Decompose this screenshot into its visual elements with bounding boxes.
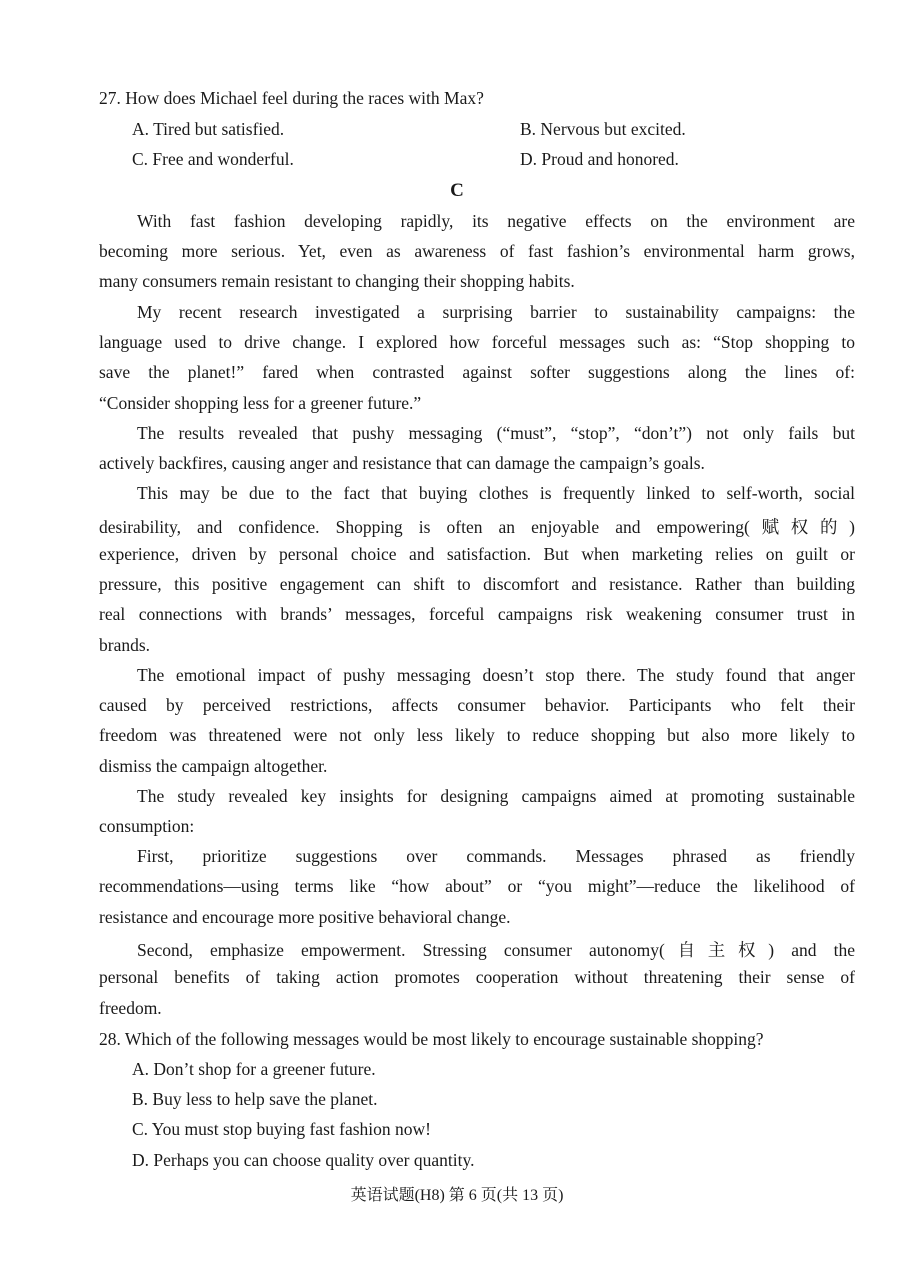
passage-line: This may be due to the fact that buying clothes is frequently linked to self-worth, social bbox=[137, 483, 855, 503]
question-27: 27. How does Michael feel during the races with Max? bbox=[99, 88, 484, 108]
q28-option-a: A. Don’t shop for a greener future. bbox=[132, 1059, 376, 1079]
q28-option-b: B. Buy less to help save the planet. bbox=[132, 1089, 378, 1109]
q27-option-b: B. Nervous but excited. bbox=[520, 119, 686, 139]
passage-line: freedom. bbox=[99, 998, 162, 1018]
passage-line: The results revealed that pushy messaging (“must”, “stop”, “don’t”) not only fails but bbox=[137, 423, 855, 443]
passage-line: pressure, this positive engagement can shift to discomfort and resistance. Rather than building bbox=[99, 574, 855, 594]
passage-line: many consumers remain resistant to changing their shopping habits. bbox=[99, 271, 575, 291]
section-label: C bbox=[450, 180, 464, 201]
page-footer: 英语试题(H8) 第 6 页(共 13 页) bbox=[350, 1187, 564, 1204]
passage-line: My recent research investigated a surprising barrier to sustainability campaigns: the bbox=[137, 302, 855, 322]
passage-line: The emotional impact of pushy messaging doesn’t stop there. The study found that anger bbox=[137, 665, 855, 685]
q28-option-c: C. You must stop buying fast fashion now! bbox=[132, 1119, 431, 1139]
passage-line: becoming more serious. Yet, even as awareness of fast fashion’s environmental harm grows, bbox=[99, 241, 855, 261]
passage-line: actively backfires, causing anger and resistance that can damage the campaign’s goals. bbox=[99, 453, 705, 473]
passage-line: recommendations—using terms like “how about” or “you might”—reduce the likelihood of bbox=[99, 876, 855, 896]
passage-line: The study revealed key insights for designing campaigns aimed at promoting sustainable bbox=[137, 786, 855, 806]
q28-option-d: D. Perhaps you can choose quality over quantity. bbox=[132, 1150, 475, 1170]
passage-line: First, prioritize suggestions over commands. Messages phrased as friendly bbox=[137, 846, 855, 866]
q27-option-a: A. Tired but satisfied. bbox=[132, 119, 285, 139]
passage-line: resistance and encourage more positive behavioral change. bbox=[99, 907, 511, 927]
passage-line: real connections with brands’ messages, forceful campaigns risk weakening consumer trust in bbox=[99, 604, 855, 624]
passage-line: save the planet!” fared when contrasted against softer suggestions along the lines of: bbox=[99, 362, 855, 382]
passage-line: caused by perceived restrictions, affects consumer behavior. Participants who felt their bbox=[99, 695, 855, 715]
passage-line: consumption: bbox=[99, 816, 195, 836]
passage-line: freedom was threatened were not only less likely to reduce shopping but also more likely to bbox=[99, 725, 855, 745]
passage-line: language used to drive change. I explored how forceful messages such as: “Stop shopping to bbox=[99, 332, 855, 352]
passage-line: dismiss the campaign altogether. bbox=[99, 756, 328, 776]
q27-option-c: C. Free and wonderful. bbox=[132, 149, 294, 169]
passage-line: personal benefits of taking action promotes cooperation without threatening their sense of bbox=[99, 967, 855, 987]
q27-option-d: D. Proud and honored. bbox=[520, 149, 679, 169]
passage-line: experience, driven by personal choice and satisfaction. But when marketing relies on guilt or bbox=[99, 544, 855, 564]
passage-line: “Consider shopping less for a greener future.” bbox=[99, 393, 422, 413]
passage-line: With fast fashion developing rapidly, its negative effects on the environment are bbox=[137, 211, 855, 231]
question-28: 28. Which of the following messages would be most likely to encourage sustainable shopping? bbox=[99, 1029, 764, 1049]
passage-line: Second, emphasize empowerment. Stressing consumer autonomy(自主权) and the bbox=[137, 940, 855, 960]
passage-line: desirability, and confidence. Shopping is often an enjoyable and empowering(赋权的) bbox=[99, 517, 855, 537]
passage-line: brands. bbox=[99, 635, 151, 655]
